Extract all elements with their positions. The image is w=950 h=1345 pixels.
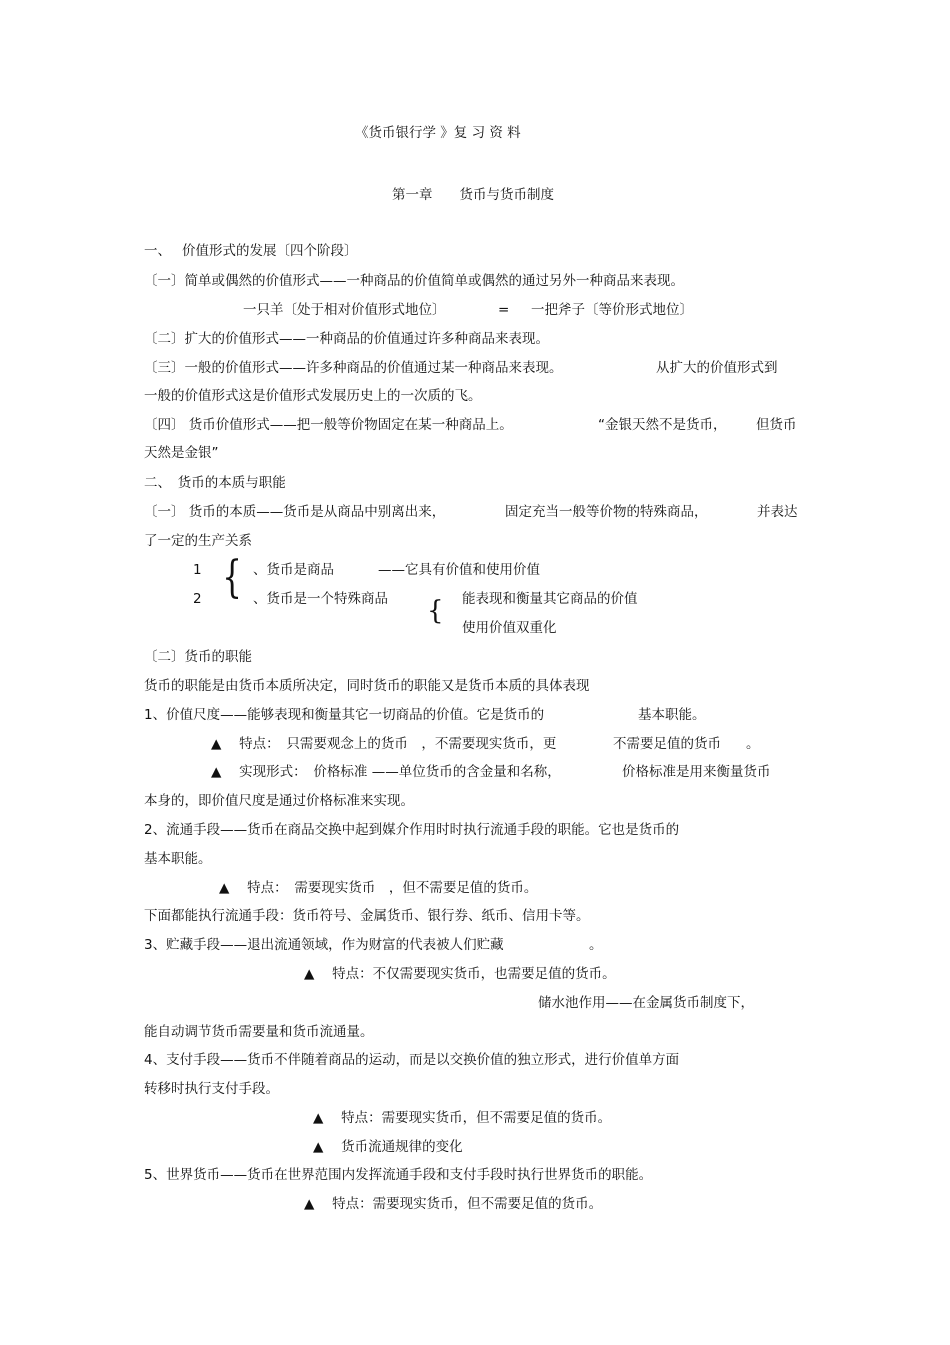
text-line: 〔四〕 货币价值形式——把一般等价物固定在某一种商品上。 (144, 417, 513, 433)
text-line: 本身的，即价值尺度是通过价格标准来实现。 (144, 793, 414, 809)
text-line: 固定充当一般等价物的特殊商品， (505, 504, 708, 520)
bullet-line: ▲ 实现形式： 价格标准 ——单位货币的含金量和名称， (211, 764, 561, 780)
text-line: 〔一〕简单或偶然的价值形式——一种商品的价值简单或偶然的通过另外一种商品来表现。 (144, 273, 684, 289)
text-line: 3、贮藏手段——退出流通领域，作为财富的代表被人们贮藏 (144, 937, 504, 953)
text-line: 但货币 (756, 417, 797, 433)
text-line: 1、价值尺度——能够表现和衡量其它一切商品的价值。它是货币的 (144, 707, 545, 723)
text-line: 价格标准是用来衡量货币 (622, 764, 771, 780)
section-heading: 一、 价值形式的发展〔四个阶段〕 (144, 243, 358, 259)
text-line: 〔一〕 货币的本质——货币是从商品中别离出来， (144, 504, 446, 520)
bullet-line: ▲ 特点： 只需要观念上的货币 ，不需要现实货币，更 (211, 736, 557, 752)
text-line: 了一定的生产关系 (144, 533, 252, 549)
text-line: 一只羊〔处于相对价值形式地位〕 (243, 302, 446, 318)
list-number: 2 (193, 591, 202, 607)
text-line: 货币的职能是由货币本质所决定，同时货币的职能又是货币本质的具体表现 (144, 678, 590, 694)
equals-sign: = (498, 302, 510, 318)
text-line: 储水池作用——在金属货币制度下， (538, 995, 754, 1011)
text-line: 一把斧子〔等价形式地位〕 (531, 302, 693, 318)
text-line: 基本职能。 (638, 707, 706, 723)
text-line: 〔三〕一般的价值形式——许多种商品的价值通过某一种商品来表现。 (144, 360, 563, 376)
text-line: 。 (746, 736, 760, 752)
text-line: 、货币是商品 (253, 562, 334, 578)
text-line: 能表现和衡量其它商品的价值 (462, 591, 638, 607)
document-title: 《货币银行学 》复 习 资 料 (355, 125, 521, 141)
text-line: 〔二〕货币的职能 (144, 649, 252, 665)
text-line: 、货币是一个特殊商品 (253, 591, 388, 607)
text-line: 天然是金银” (144, 445, 219, 461)
text-line: 2、流通手段——货币在商品交换中起到媒介作用时时执行流通手段的职能。它也是货币的 (144, 822, 680, 838)
text-line: 不需要足值的货币 (613, 736, 721, 752)
text-line: 。 (589, 937, 603, 953)
text-line: 基本职能。 (144, 851, 212, 867)
bullet-line: ▲ 货币流通规律的变化 (313, 1139, 463, 1155)
section-heading: 二、 货币的本质与职能 (144, 475, 286, 491)
left-brace: { (222, 552, 242, 603)
text-line: 并表达 (757, 504, 798, 520)
text-line: 4、支付手段——货币不伴随着商品的运动，而是以交换价值的独立形式，进行价值单方面 (144, 1052, 680, 1068)
chapter-heading: 第一章 货币与货币制度 (392, 187, 554, 203)
text-line: 一般的价值形式这是价值形式发展历史上的一次质的飞。 (144, 388, 482, 404)
bullet-line: ▲ 特点：需要现实货币，但不需要足值的货币。 (313, 1110, 612, 1126)
text-line: 转移时执行支付手段。 (144, 1081, 279, 1097)
bullet-line: ▲ 特点： 需要现实货币 ，但不需要足值的货币。 (219, 880, 538, 896)
text-line: 〔二〕扩大的价值形式——一种商品的价值通过许多种商品来表现。 (144, 331, 549, 347)
text-line: 能自动调节货币需要量和货币流通量。 (144, 1024, 374, 1040)
text-line: 5、世界货币——货币在世界范围内发挥流通手段和支付手段时执行世界货币的职能。 (144, 1167, 653, 1183)
bullet-line: ▲ 特点：不仅需要现实货币，也需要足值的货币。 (304, 966, 616, 982)
text-line: 使用价值双重化 (462, 620, 557, 636)
text-line: 从扩大的价值形式到 (656, 360, 778, 376)
text-line: ——它具有价值和使用价值 (378, 562, 540, 578)
list-number: 1 (193, 562, 202, 578)
text-line: “金银天然不是货币， (598, 417, 727, 433)
text-line: 下面都能执行流通手段：货币符号、金属货币、银行券、纸币、信用卡等。 (144, 908, 590, 924)
bullet-line: ▲ 特点：需要现实货币，但不需要足值的货币。 (304, 1196, 603, 1212)
left-brace: { (427, 596, 444, 626)
